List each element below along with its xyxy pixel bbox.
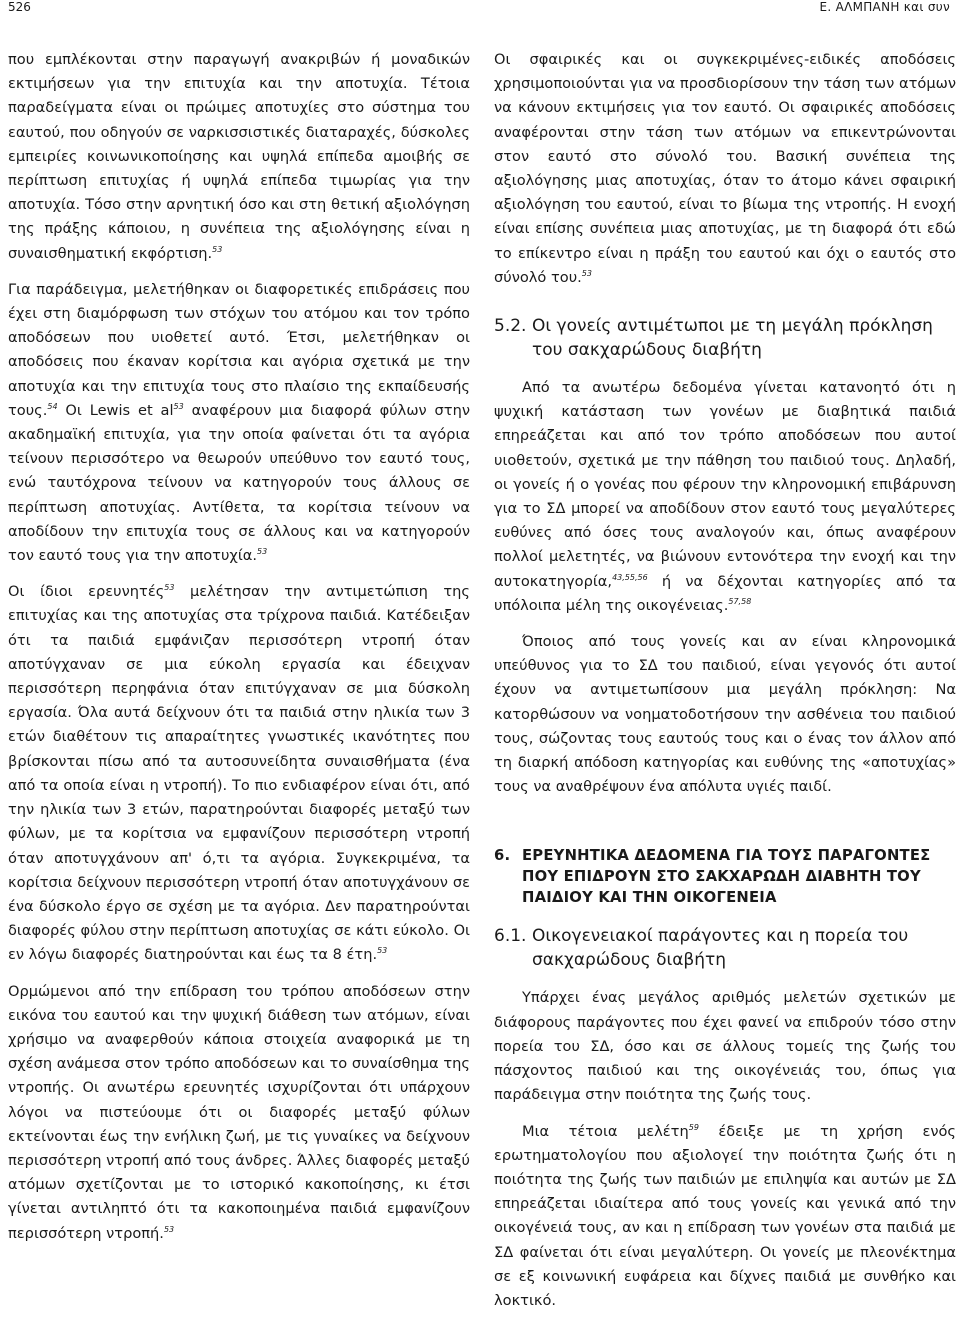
citation: 53 <box>581 268 592 278</box>
citation: 53 <box>164 583 175 593</box>
paragraph: Οι σφαιρικές και οι συγκεκριμένες-ειδικές αποδόσεις χρησιμοποιούνται για να προσδιορίσουν την τάση των ατόμων να κάνουν εκτιμήσεις για τον εαυτό. Οι σφαιρικές αποδόσεις αναφέρονται στην τάση των ατόμων να επικεντρώνονται στον εαυτό στο σύνολό του. Βασική συνέπεια της αξιολόγησης μιας αποτυχίας, όταν το άτομο κάνει σφαιρική αξιολόγηση του εαυτού, είναι το βίωμα της ντροπής. Η ενοχή είναι επίσης συνέπεια μιας αποτυχίας, με τη διαφορά ότι εδώ το επίκεντρο είναι η πράξη του εαυτού και όχι ο εαυτός στο σύνολό του.$^{53}$ <box>494 51 956 286</box>
citation: 53 <box>377 946 388 956</box>
paragraph: Υπάρχει ένας μεγάλος αριθμός μελετών σχετικών με διάφορους παράγοντες που έχει φανεί να επιδρούν τόσο στην πορεία του ΣΔ, όσο και σε άλλους τομείς της ζωής του πάσχοντος παιδιού και της οικογένειάς του, όπως για παράδειγμα στην ποιότητα της ζωής τους. <box>494 989 956 1104</box>
paragraph: Μια τέτοια μελέτη$^{59}$ έδειξε με τη χρήση ενός ερωτηματολογίου που αξιολογεί την ποιότητα ζωής ότι η ποιότητα της ζωής των παιδιών με επιληψία και αυτών με ΣΔ επηρεάζεται ιδιαίτερα από τους γονείς και γενικά από την οικογένειά τους, αν και η επίδραση των γονέων στα παιδιά με ΣΔ φαίνεται ότι είναι μεγαλύτερη. Οι γονείς με πλεονέκτημα σε εξ κοινωνική ευφάρεια και δίχνες παιδιά με συνθήκο και λοκτικό. <box>494 1122 956 1309</box>
chapter-heading-6 <box>494 845 956 908</box>
chapter-number: 6. <box>494 847 511 865</box>
citation: 54 <box>47 401 58 411</box>
section-heading-6-1 <box>494 924 956 972</box>
paragraph: Για παράδειγμα, μελετήθηκαν οι διαφορετικές επιδράσεις που έχει στη διαμόρφωση των στόχων του ατόμου και τον τρόπο αποδόσεων που υιοθετεί αυτό. Έτσι, μελετήθηκαν οι αποδόσεις που έκαναν κορίτσια και αγόρια σχετικά με την αποτυχία και την επιτυχία τους στο πλαίσιο της εκπαίδευσής τους.$^{54}$ Οι Lewis et $al^{53}$ αναφέρουν μια διαφορά φύλων στην ακαδημαϊκή επιτυχία, για την οποία φαίνεται ότι τα αγόρια τείνουν περισσότερο να θεωρούν υπεύθυνο τον εαυτό τους, ενώ ταυτόχρονα τείνουν να κατηγορούν τους άλλους σε περίπτωση αποτυχίας. Αντίθετα, τα κορίτσια τείνουν να αποδίδουν την επιτυχία τους σε άλλους και να κατηγορούν τον εαυτό τους για την αποτυχία.$^{53}$ <box>8 280 470 565</box>
running-title: Ε. ΑΛΜΠΑΝΗ και συν <box>819 0 950 14</box>
citation: 53 <box>257 547 268 557</box>
citation: 53 <box>173 401 184 411</box>
citation: 53 <box>212 244 223 254</box>
page-number: 526 <box>8 0 31 14</box>
citation: 43,55,56 <box>612 572 648 582</box>
chapter-title: ΕΡΕΥΝΗΤΙΚΑ ΔΕΔΟΜΕΝΑ ΓΙΑ ΤΟΥΣ ΠΑΡΑΓΟΝΤΕΣ ΠΟΥ ΕΠΙΔΡΟΥΝ ΣΤΟ ΣΑΚΧΑΡΩΔΗ ΔΙΑΒΗΤΗ ΤΟΥ ΠΑΙΔΙΟΥ ΚΑΙ ΤΗΝ ΟΙΚΟΓΕΝΕΙΑ <box>522 847 931 907</box>
paragraph: Ορμώμενοι από την επίδραση του τρόπου αποδόσεων στην εικόνα του εαυτού και την ψυχική διάθεση των ατόμων, είναι χρήσιμο να αναφερθούν κάποια στοιχεία αναφορικά με τη σχέση ανάμεσα στον τρόπο αποδόσεων και το συναίσθημα της ντροπής. Οι ανωτέρω ερευνητές ισχυρίζονται ότι υπάρχουν λόγοι να πιστεύουμε ότι οι διαφορές μεταξύ φύλων εκτείνονται έως την ενήλικη ζωή, με τις γυναίκες να δείχνουν περισσότερη ντροπή από τους άνδρες. Άλλες διαφορές μεταξύ ατόμων σχετίζονται με το ιστορικό κακοποίησης, κι έτσι γίνεται αντιληπτό ότι τα κακοποιημένα παιδιά εμφανίζουν περισσότερη ντροπή.$^{53}$ <box>8 982 470 1242</box>
left-column <box>8 48 470 1246</box>
right-column <box>494 48 956 1313</box>
section-heading-5-2 <box>494 314 956 362</box>
paragraph: Οι ίδιοι ερευνητές$^{53}$ μελέτησαν την αντιμετώπιση της επιτυχίας και της αποτυχίας στα τρίχρονα παιδιά. Κατέδειξαν ότι τα παιδιά εμφάνιζαν περισσότερη ντροπή όταν αποτύγχαναν σε μια εύκολη εργασία και έδειχναν περισσότερη περηφάνια όταν επιτύγχαναν σε μια δύσκολη εργασία. Όλα αυτά δείχνουν ότι τα παιδιά στην ηλικία των 3 ετών διαθέτουν τις απαραίτητες γνωστικές ικανότητες που βρίσκονται πίσω από τα αυτοσυνείδητα συναισθήματα (ένα από τα οποία είναι η ντροπή). Το πιο ενδιαφέρον είναι ότι, από την ηλικία των 3 ετών, παρατηρούνται διαφορές μεταξύ των φύλων, με τα κορίτσια να εμφανίζουν περισσότερη ντροπή όταν αποτυγχάνουν απ' ό,τι τα αγόρια. Συγκεκριμένα, τα κορίτσια δείχνουν περισσότερη ντροπή όταν αποτυγχάνουν σε ένα δύσκολο έργο σε σχέση με τα αγόρια. Δεν παρατηρούνται διαφορές φύλου στην περίπτωση αποτυχίας σε κάτι εύκολο. Οι εν λόγω διαφορές διατηρούνται και έως τα 8 έτη.$^{53}$ <box>8 583 470 964</box>
section-number: 5.2. <box>494 316 527 337</box>
section-title: Οι γονείς αντιμέτωποι με τη μεγάλη πρόκληση του σακχαρώδους διαβήτη <box>532 316 933 361</box>
citation: 57,58 <box>728 596 752 606</box>
citation: 59 <box>688 1122 699 1132</box>
citation: 53 <box>163 1224 175 1234</box>
paragraph: Από τα ανωτέρω δεδομένα γίνεται κατανοητό ότι η ψυχική κατάσταση των γονέων με διαβητικά παιδιά επηρεάζεται και από τον τρόπο αποδόσεων που αυτοί υιοθετούν, σχετικά με την πάθηση του παιδιού τους. Δηλαδή, οι γονείς ή ο γονέας που φέρουν την κληρονομική επιβάρυνση για το ΣΔ μπορεί να αποδίδουν στον εαυτό τους μεγαλύτερες ευθύνες από όσες τους αναλογούν και, όπως αναφέρουν πολλοί μελετητές, να βιώνουν εντονότερα την ενοχή και την αυτοκατηγορία,$^{43,55,56}$ ή να δέχονται κατηγορίες από τα υπόλοιπα μέλη της οικογένειας.$^{57,58}$ <box>494 379 956 614</box>
paragraph: Όποιος από τους γονείς και αν είναι κληρονομικά υπεύθυνος για το ΣΔ του παιδιού, είναι γεγονός ότι αυτοί έχουν να αντιμετωπίσουν μια μεγάλη πρόκληση: Να κατορθώσουν να νοηματοδοτήσουν την ασθένεια του παιδιού τους, σώζοντας τους εαυτούς τους και ο ένας τον άλλον από τη διαρκή απόδοση κατηγορίας και ευθύνης της «αποτυχίας» τους να αναθρέψουν ένα απόλυτα υγιές παιδί. <box>494 633 956 796</box>
section-title: Οικογενειακοί παράγοντες και η πορεία του σακχαρώδους διαβήτη <box>532 926 909 971</box>
section-number: 6.1. <box>494 926 527 947</box>
paragraph: που εμπλέκονται στην παραγωγή ανακριβών ή μοναδικών εκτιμήσεων για την επιτυχία και την αποτυχία. Τέτοια παραδείγματα είναι οι πρώιμες αποτυχίες στο σύστημα του εαυτού, που οδηγούν σε ναρκισσιστικές διαταραχές, δύσκολες εμπειρίες κοινωνικοποίησης και υψηλά επίπεδα αμοιβής σε περίπτωση επιτυχίας ή υψηλά επίπεδα τιμωρίας για την αποτυχία. Τόσο στην αρνητική όσο και στη θετική αξιολόγηση της πράξης κάποιου, η συνέπεια της αξιολόγησης είναι η συναισθηματική εκφόρτιση.$^{53}$ <box>8 51 470 262</box>
